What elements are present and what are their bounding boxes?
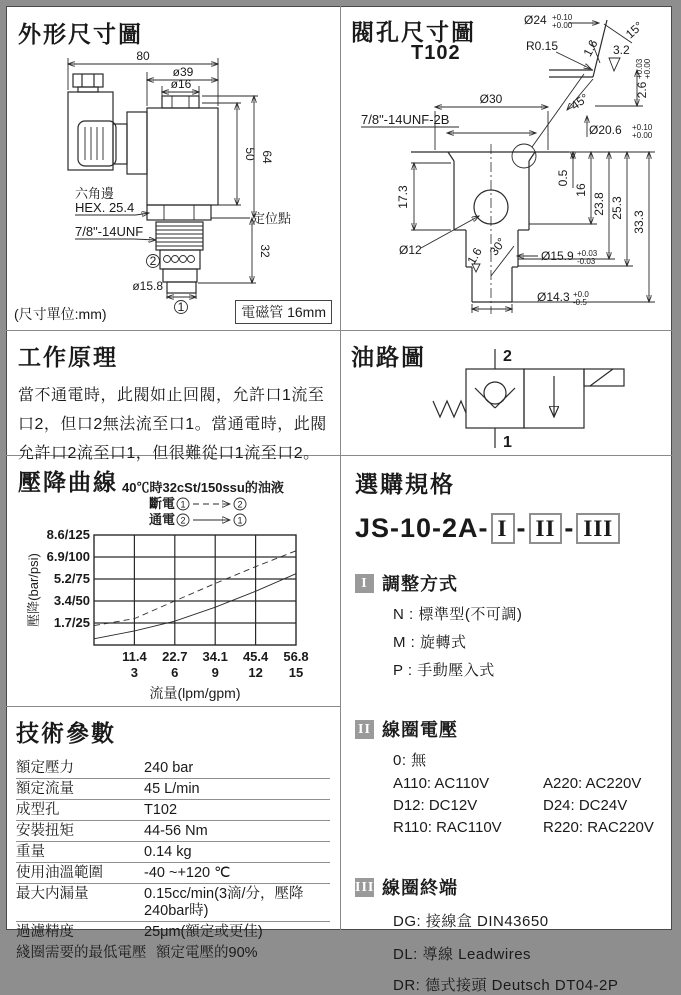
table-row	[16, 758, 330, 779]
chart-title: 壓降曲線	[18, 469, 118, 495]
spec-value: 25μm(額定或更佳)	[144, 924, 263, 940]
dim-2-6-group	[635, 58, 652, 98]
dim-23-8: 23.8	[592, 192, 606, 216]
dim-16: ø16	[170, 77, 192, 91]
model-dash-1: -	[516, 513, 527, 543]
adjust-option-n: N : 標準型(不可調)	[393, 606, 523, 623]
xtick-gpm-3: 12	[248, 665, 263, 680]
spec-key: 額定壓力	[16, 760, 74, 776]
legend-deenergized-to: 2	[237, 499, 243, 510]
principle-title: 工作原理	[18, 344, 118, 370]
legend-deenergized-label: 斷電	[149, 496, 176, 511]
dim-39: ø39	[172, 65, 194, 79]
xtick-lpm-2: 34.1	[202, 649, 228, 664]
voltage-option-0: 0: 無	[393, 752, 427, 769]
outline-drawing	[6, 6, 340, 330]
ytick-2: 5.2/75	[53, 571, 90, 586]
adjust-option-m: M : 旋轉式	[393, 634, 467, 651]
dim-0-5: 0.5	[556, 169, 570, 187]
dim-3-2: 3.2	[613, 43, 630, 57]
spec-value: 240 bar	[144, 760, 194, 776]
voltage-d24: D24: DC24V	[543, 797, 628, 814]
table-row	[16, 863, 330, 884]
dim-o30: Ø30	[479, 92, 503, 106]
spec-key: 最大内漏量	[16, 886, 89, 902]
legend-energized-from: 2	[180, 515, 186, 526]
spec-value: T102	[144, 802, 178, 818]
dim-o24-sup: +0.10	[552, 13, 573, 22]
ordering-section-1	[355, 570, 658, 680]
section2-badge: II	[355, 720, 374, 739]
dim-1-6c: 1.6	[464, 245, 485, 267]
chart-xlabel: 流量(lpm/gpm)	[149, 685, 241, 701]
principle-text: 當不通電時，此閥如止回閥，允許口1流至口2，但口2無法流至口1。當通電時，此閥允許口2流至口1，但很難從口1流至口2。	[18, 387, 327, 462]
dim-1-6a: 1.6	[580, 37, 601, 59]
specs-title: 技術參數	[16, 720, 116, 746]
xtick-lpm-3: 45.4	[242, 649, 269, 664]
dim-o143-sup: +0.0	[573, 290, 589, 299]
panel-outline-title: 外形尺寸圖	[18, 21, 143, 47]
spec-value: 0.15cc/min(3滴/分，壓降240bar時)	[144, 886, 304, 919]
xtick-gpm-1: 6	[171, 665, 179, 680]
section2-heading: 線圈電壓	[382, 720, 458, 740]
panel-cavity-title: 閥孔尺寸圖	[351, 19, 476, 45]
voltage-r220: R220: RAC220V	[543, 819, 654, 836]
datum-label: 定位點	[252, 211, 292, 226]
dim-64: 64	[260, 150, 274, 164]
xtick-lpm-4: 56.8	[283, 649, 309, 664]
ytick-4: 1.7/25	[53, 615, 90, 630]
dim-80: 80	[136, 49, 150, 63]
dim-o24: Ø24	[524, 13, 547, 27]
table-row	[16, 842, 330, 863]
section3-badge: III	[355, 879, 375, 895]
panel-ordering	[341, 456, 672, 994]
dim-o12: Ø12	[399, 243, 422, 257]
spec-key: 重量	[16, 844, 45, 860]
ordering-title: 選購規格	[355, 471, 455, 497]
spec-value: 額定電壓的90%	[156, 945, 258, 961]
legend-energized-to: 1	[237, 515, 243, 526]
xtick-gpm-0: 3	[130, 665, 139, 680]
model-box-1: I	[491, 513, 515, 544]
panel-cavity-dimensions	[341, 6, 672, 330]
dim-o159-sup: +0.03	[577, 249, 598, 258]
dim-o206-sup: +0.10	[632, 123, 653, 132]
xtick-gpm-4: 15	[288, 665, 304, 680]
table-row	[16, 800, 330, 821]
specs-table	[16, 758, 330, 964]
ytick-0: 8.6/125	[46, 527, 90, 542]
port-1-marker: 1	[177, 300, 185, 314]
legend-deenergized-from: 1	[180, 499, 186, 510]
spec-value: 44-56 Nm	[144, 823, 208, 839]
dim-16b: 16	[574, 183, 588, 197]
spec-value: 45 L/min	[144, 781, 200, 797]
chart-ylabel: 壓降(bar/psi)	[26, 553, 41, 627]
table-row	[16, 922, 330, 943]
circuit-title: 油路圖	[351, 344, 426, 370]
circuit-port-2: 2	[503, 348, 512, 365]
dim-o143: Ø14.3	[537, 290, 570, 304]
dim-r015: R0.15	[526, 39, 559, 53]
unit-note: (尺寸單位:mm)	[14, 306, 107, 322]
curve-energized	[94, 574, 296, 639]
dim-o206: Ø20.6	[589, 123, 622, 137]
cavity-thread-label: 7/8"-14UNF-2B	[361, 112, 450, 127]
dim-33-3: 33.3	[632, 210, 646, 234]
ytick-3: 3.4/50	[53, 593, 90, 608]
termination-dl: DL: 導線 Leadwires	[393, 946, 532, 963]
table-row	[16, 779, 330, 800]
dim-17-3: 17.3	[396, 185, 410, 209]
dim-a15: 15°	[622, 18, 646, 42]
spec-key: 綫圈需要的最低電壓	[16, 945, 147, 961]
termination-dg: DG: 接線盒 DIN43650	[393, 913, 549, 930]
spec-key: 安裝扭矩	[16, 823, 74, 839]
svg-text:2.6: 2.6	[635, 81, 649, 99]
model-box-2: II	[529, 513, 563, 544]
xtick-lpm-1: 22.7	[162, 649, 188, 664]
voltage-a220: A220: AC220V	[543, 775, 642, 792]
voltage-a110: A110: AC110V	[393, 775, 490, 792]
table-row	[16, 943, 330, 964]
solenoid-tag: 電磁管 16mm	[235, 300, 332, 324]
table-row	[16, 821, 330, 842]
ordering-section-3	[355, 874, 658, 995]
dim-o206-sub: +0.00	[632, 131, 653, 140]
dim-o159: Ø15.9	[541, 249, 574, 263]
voltage-row-2	[393, 797, 658, 814]
legend-energized-label: 通電	[149, 512, 176, 527]
dim-32: 32	[258, 244, 272, 258]
hex-label-2: HEX. 25.4	[75, 200, 135, 215]
panel-specs	[6, 707, 340, 961]
dim-o24-sub: +0.00	[552, 21, 573, 30]
panel-circuit	[341, 331, 672, 455]
circuit-port-1: 1	[503, 434, 512, 451]
spec-key: 成型孔	[16, 802, 60, 818]
port-2-marker: 2	[149, 254, 157, 268]
spec-key: 使用油溫範圍	[16, 865, 103, 881]
voltage-d12: D12: DC12V	[393, 797, 478, 814]
dim-a45: 45°	[568, 90, 592, 113]
section1-heading: 調整方式	[382, 574, 458, 594]
dim-o143-sub: -0.5	[573, 298, 587, 307]
panel-outline-dimensions	[6, 6, 340, 330]
chart-grid	[94, 535, 296, 645]
xtick-gpm-2: 9	[211, 665, 219, 680]
spec-value: 0.14 kg	[144, 844, 192, 860]
chart-subtitle: 40℃時32cSt/150ssu的油液	[122, 480, 284, 495]
spec-key: 額定流量	[16, 781, 74, 797]
panel-pressure-drop-chart	[6, 456, 340, 706]
dim-15-8: ø15.8	[132, 279, 163, 293]
dim-50: 50	[243, 147, 257, 161]
termination-dr: DR: 德式接頭 Deutsch DT04-2P	[393, 977, 619, 994]
voltage-r110: R110: RAC110V	[393, 819, 502, 836]
cavity-drawing	[341, 6, 672, 330]
model-box-3: III	[576, 513, 620, 544]
table-row	[16, 884, 330, 922]
section1-badge: I	[355, 574, 374, 593]
model-dash-2: -	[564, 513, 575, 543]
ytick-1: 6.9/100	[46, 549, 90, 564]
model-code	[355, 513, 658, 544]
xtick-lpm-0: 11.4	[122, 649, 147, 664]
section3-heading: 線圈終端	[382, 878, 458, 898]
cavity-code: T102	[411, 42, 461, 64]
dim-a30: 30°	[486, 235, 509, 259]
hex-label-1: 六角邊	[75, 186, 115, 201]
thread-label: 7/8"-14UNF	[75, 224, 144, 239]
spec-key: 過濾精度	[16, 924, 74, 940]
voltage-row-1	[393, 775, 658, 792]
model-prefix: JS-10-2A-	[355, 513, 489, 543]
panel-working-principle	[6, 331, 340, 462]
spec-value: -40 ~+120 ℃	[144, 865, 231, 881]
svg-text:+0.03: +0.03	[635, 58, 644, 79]
ordering-section-2	[355, 716, 658, 836]
dim-25-3: 25.3	[610, 196, 624, 220]
svg-text:+0.00: +0.00	[643, 58, 652, 79]
dim-o159-sub: -0.03	[577, 257, 596, 266]
voltage-row-3	[393, 819, 658, 836]
adjust-option-p: P : 手動壓入式	[393, 662, 495, 679]
